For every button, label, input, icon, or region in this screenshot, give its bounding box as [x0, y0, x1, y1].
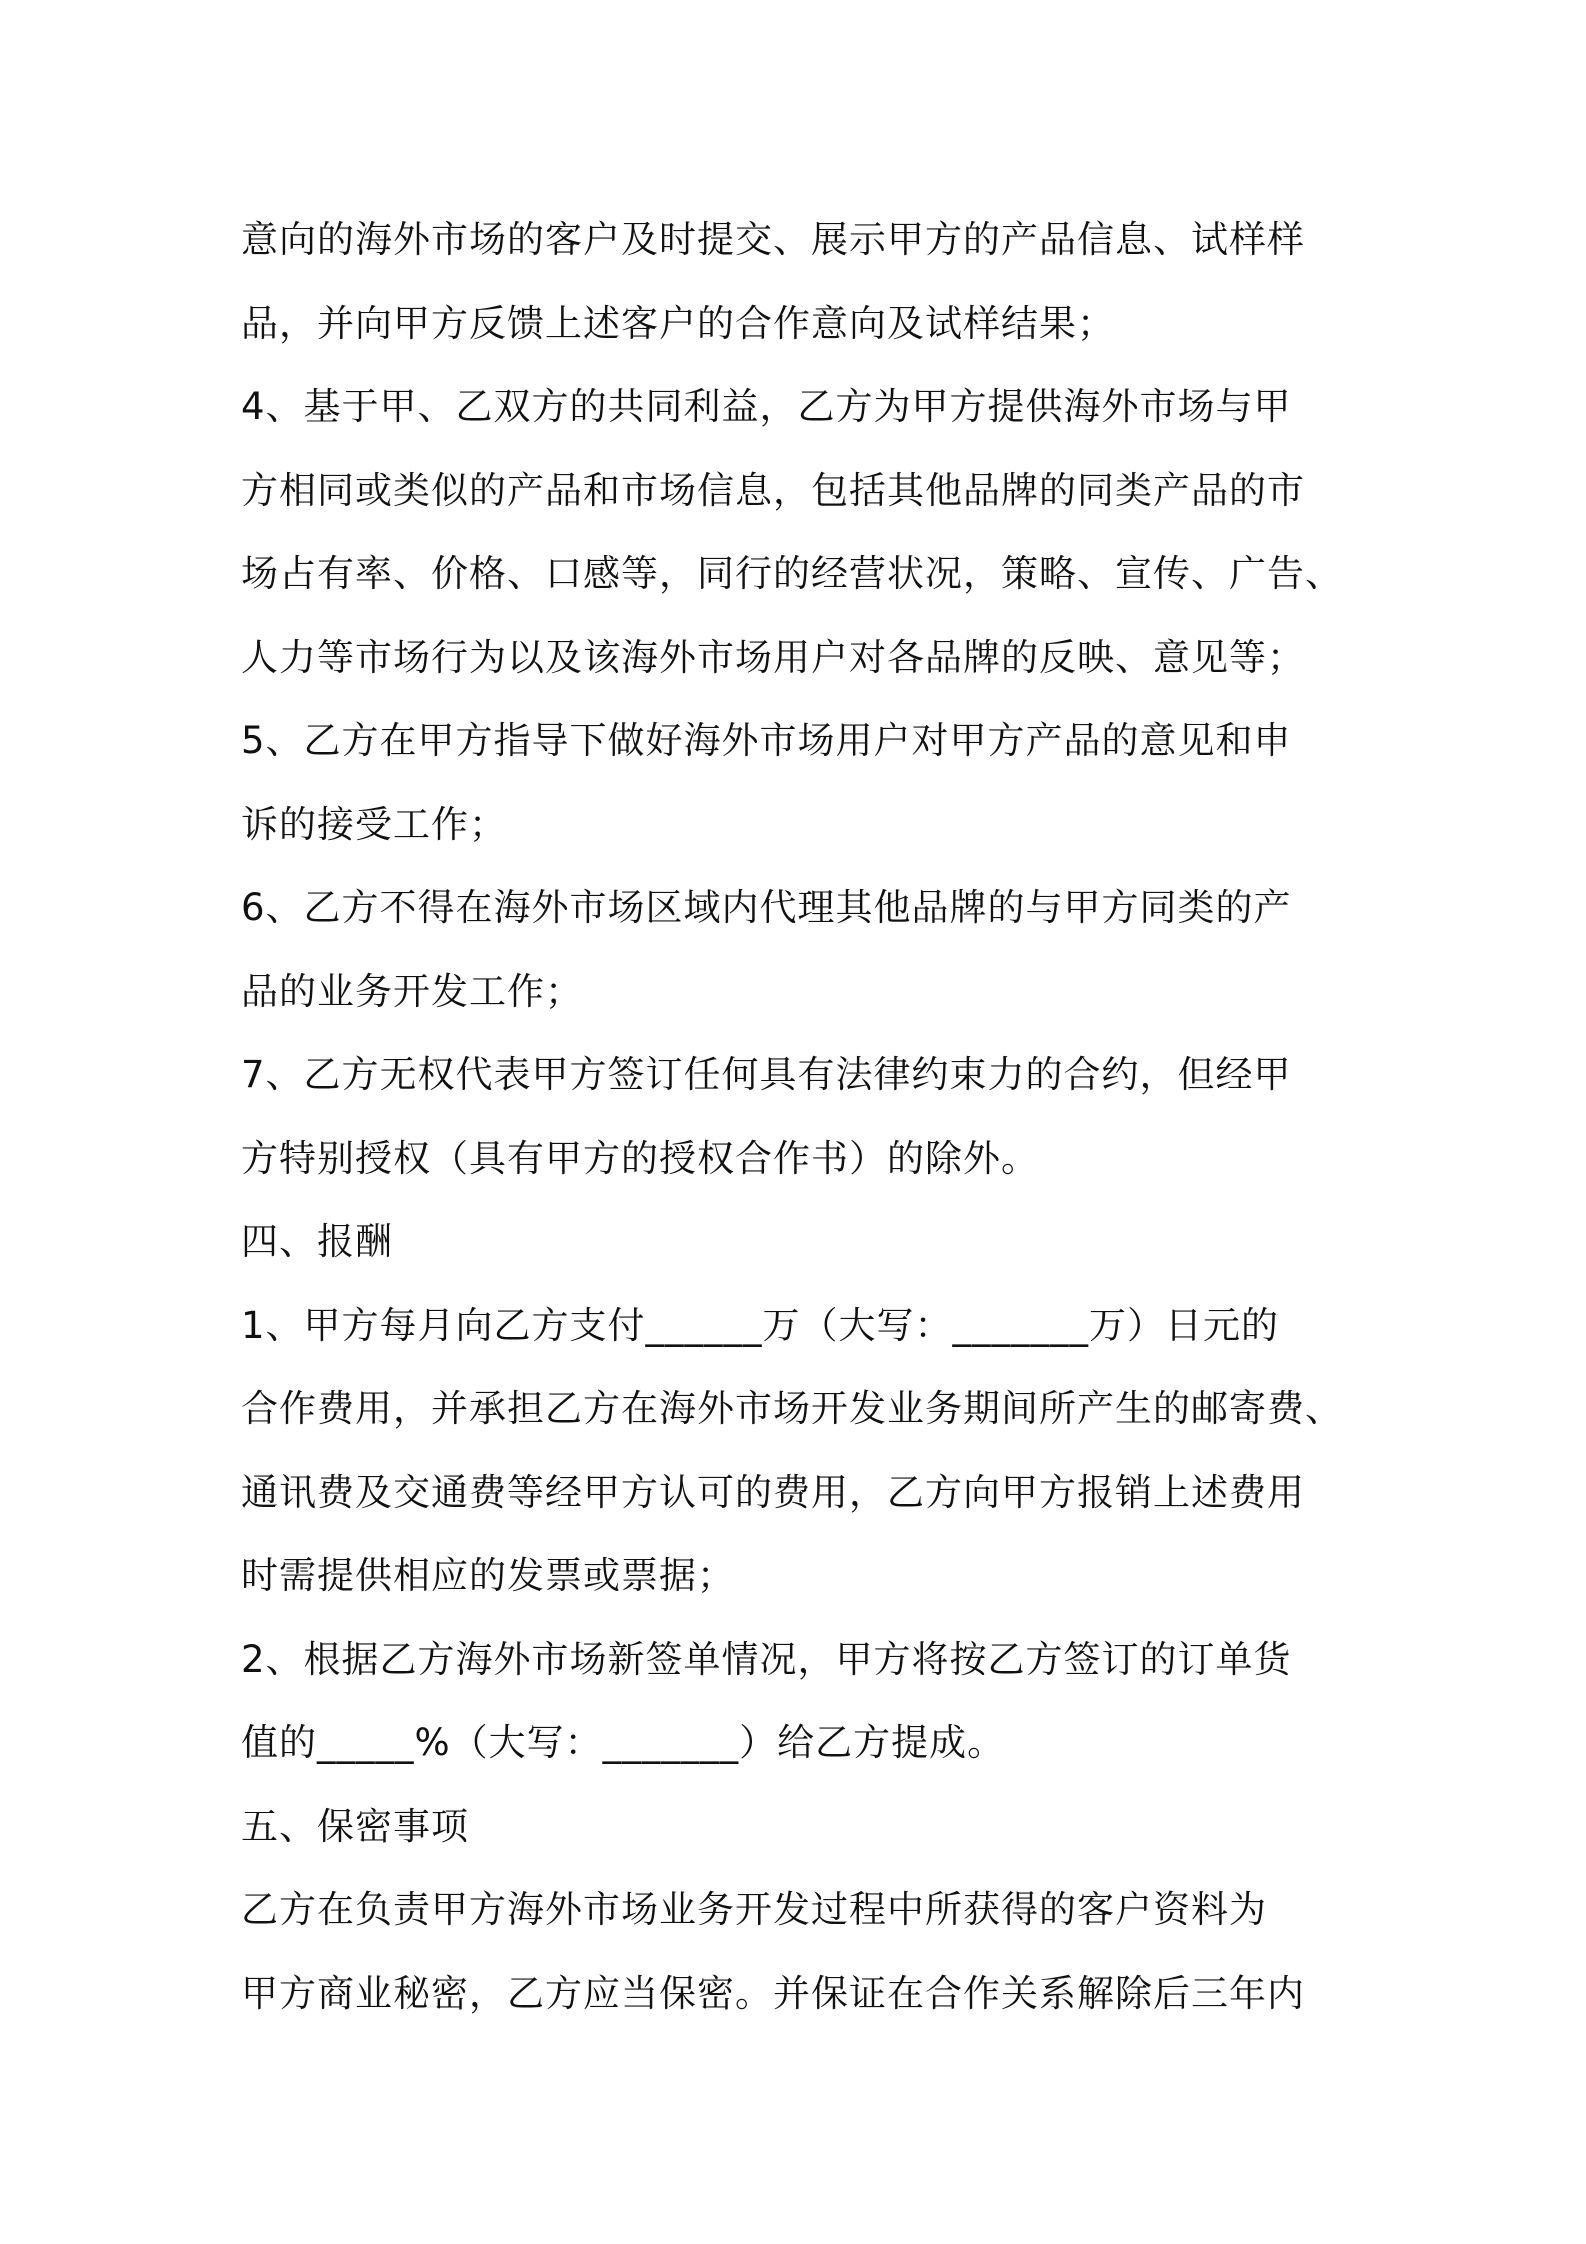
text-line: 品的业务开发工作； [241, 969, 583, 1013]
text-line: 7、乙方无权代表甲方签订任何具有法律约束力的合约，但经甲 [241, 1053, 1292, 1096]
text-line: 值的_____%（大写：_______）给乙方提成。 [241, 1721, 1006, 1764]
text-line: 品，并向甲方反馈上述客户的合作意向及试样结果； [241, 301, 1115, 345]
text-line: 1、甲方每月向乙方支付______万（大写：_______万）日元的 [241, 1303, 1280, 1347]
text-line: 方特别授权（具有甲方的授权合作书）的除外。 [241, 1136, 1039, 1180]
text-line: 6、乙方不得在海外市场区域内代理其他品牌的与甲方同类的产 [241, 886, 1292, 929]
text-line: 2、根据乙方海外市场新签单情况，甲方将按乙方签订的订单货 [241, 1637, 1292, 1681]
text-line: 人力等市场行为以及该海外市场用户对各品牌的反映、意见等； [241, 635, 1305, 679]
text-line: 意向的海外市场的客户及时提交、展示甲方的产品信息、试样样 [241, 218, 1305, 261]
text-line: 方相同或类似的产品和市场信息，包括其他品牌的同类产品的市 [241, 468, 1305, 512]
text-line: 通讯费及交通费等经甲方认可的费用，乙方向甲方报销上述费用 [241, 1470, 1305, 1514]
section-heading-remuneration: 四、报酬 [241, 1220, 393, 1263]
text-line: 4、基于甲、乙双方的共同利益，乙方为甲方提供海外市场与甲 [241, 385, 1292, 428]
text-line: 诉的接受工作； [241, 802, 507, 846]
text-line: 5、乙方在甲方指导下做好海外市场用户对甲方产品的意见和申 [241, 719, 1292, 762]
section-heading-confidentiality: 五、保密事项 [241, 1804, 469, 1848]
text-line: 乙方在负责甲方海外市场业务开发过程中所获得的客户资料为 [241, 1888, 1267, 1931]
text-line: 甲方商业秘密，乙方应当保密。并保证在合作关系解除后三年内 [241, 1971, 1305, 2015]
text-line: 场占有率、价格、口感等，同行的经营状况，策略、宣传、广告、 [241, 552, 1343, 595]
text-line: 时需提供相应的发票或票据； [241, 1554, 735, 1597]
text-line: 合作费用，并承担乙方在海外市场开发业务期间所产生的邮寄费、 [241, 1387, 1343, 1430]
document-body [241, 198, 1371, 2035]
